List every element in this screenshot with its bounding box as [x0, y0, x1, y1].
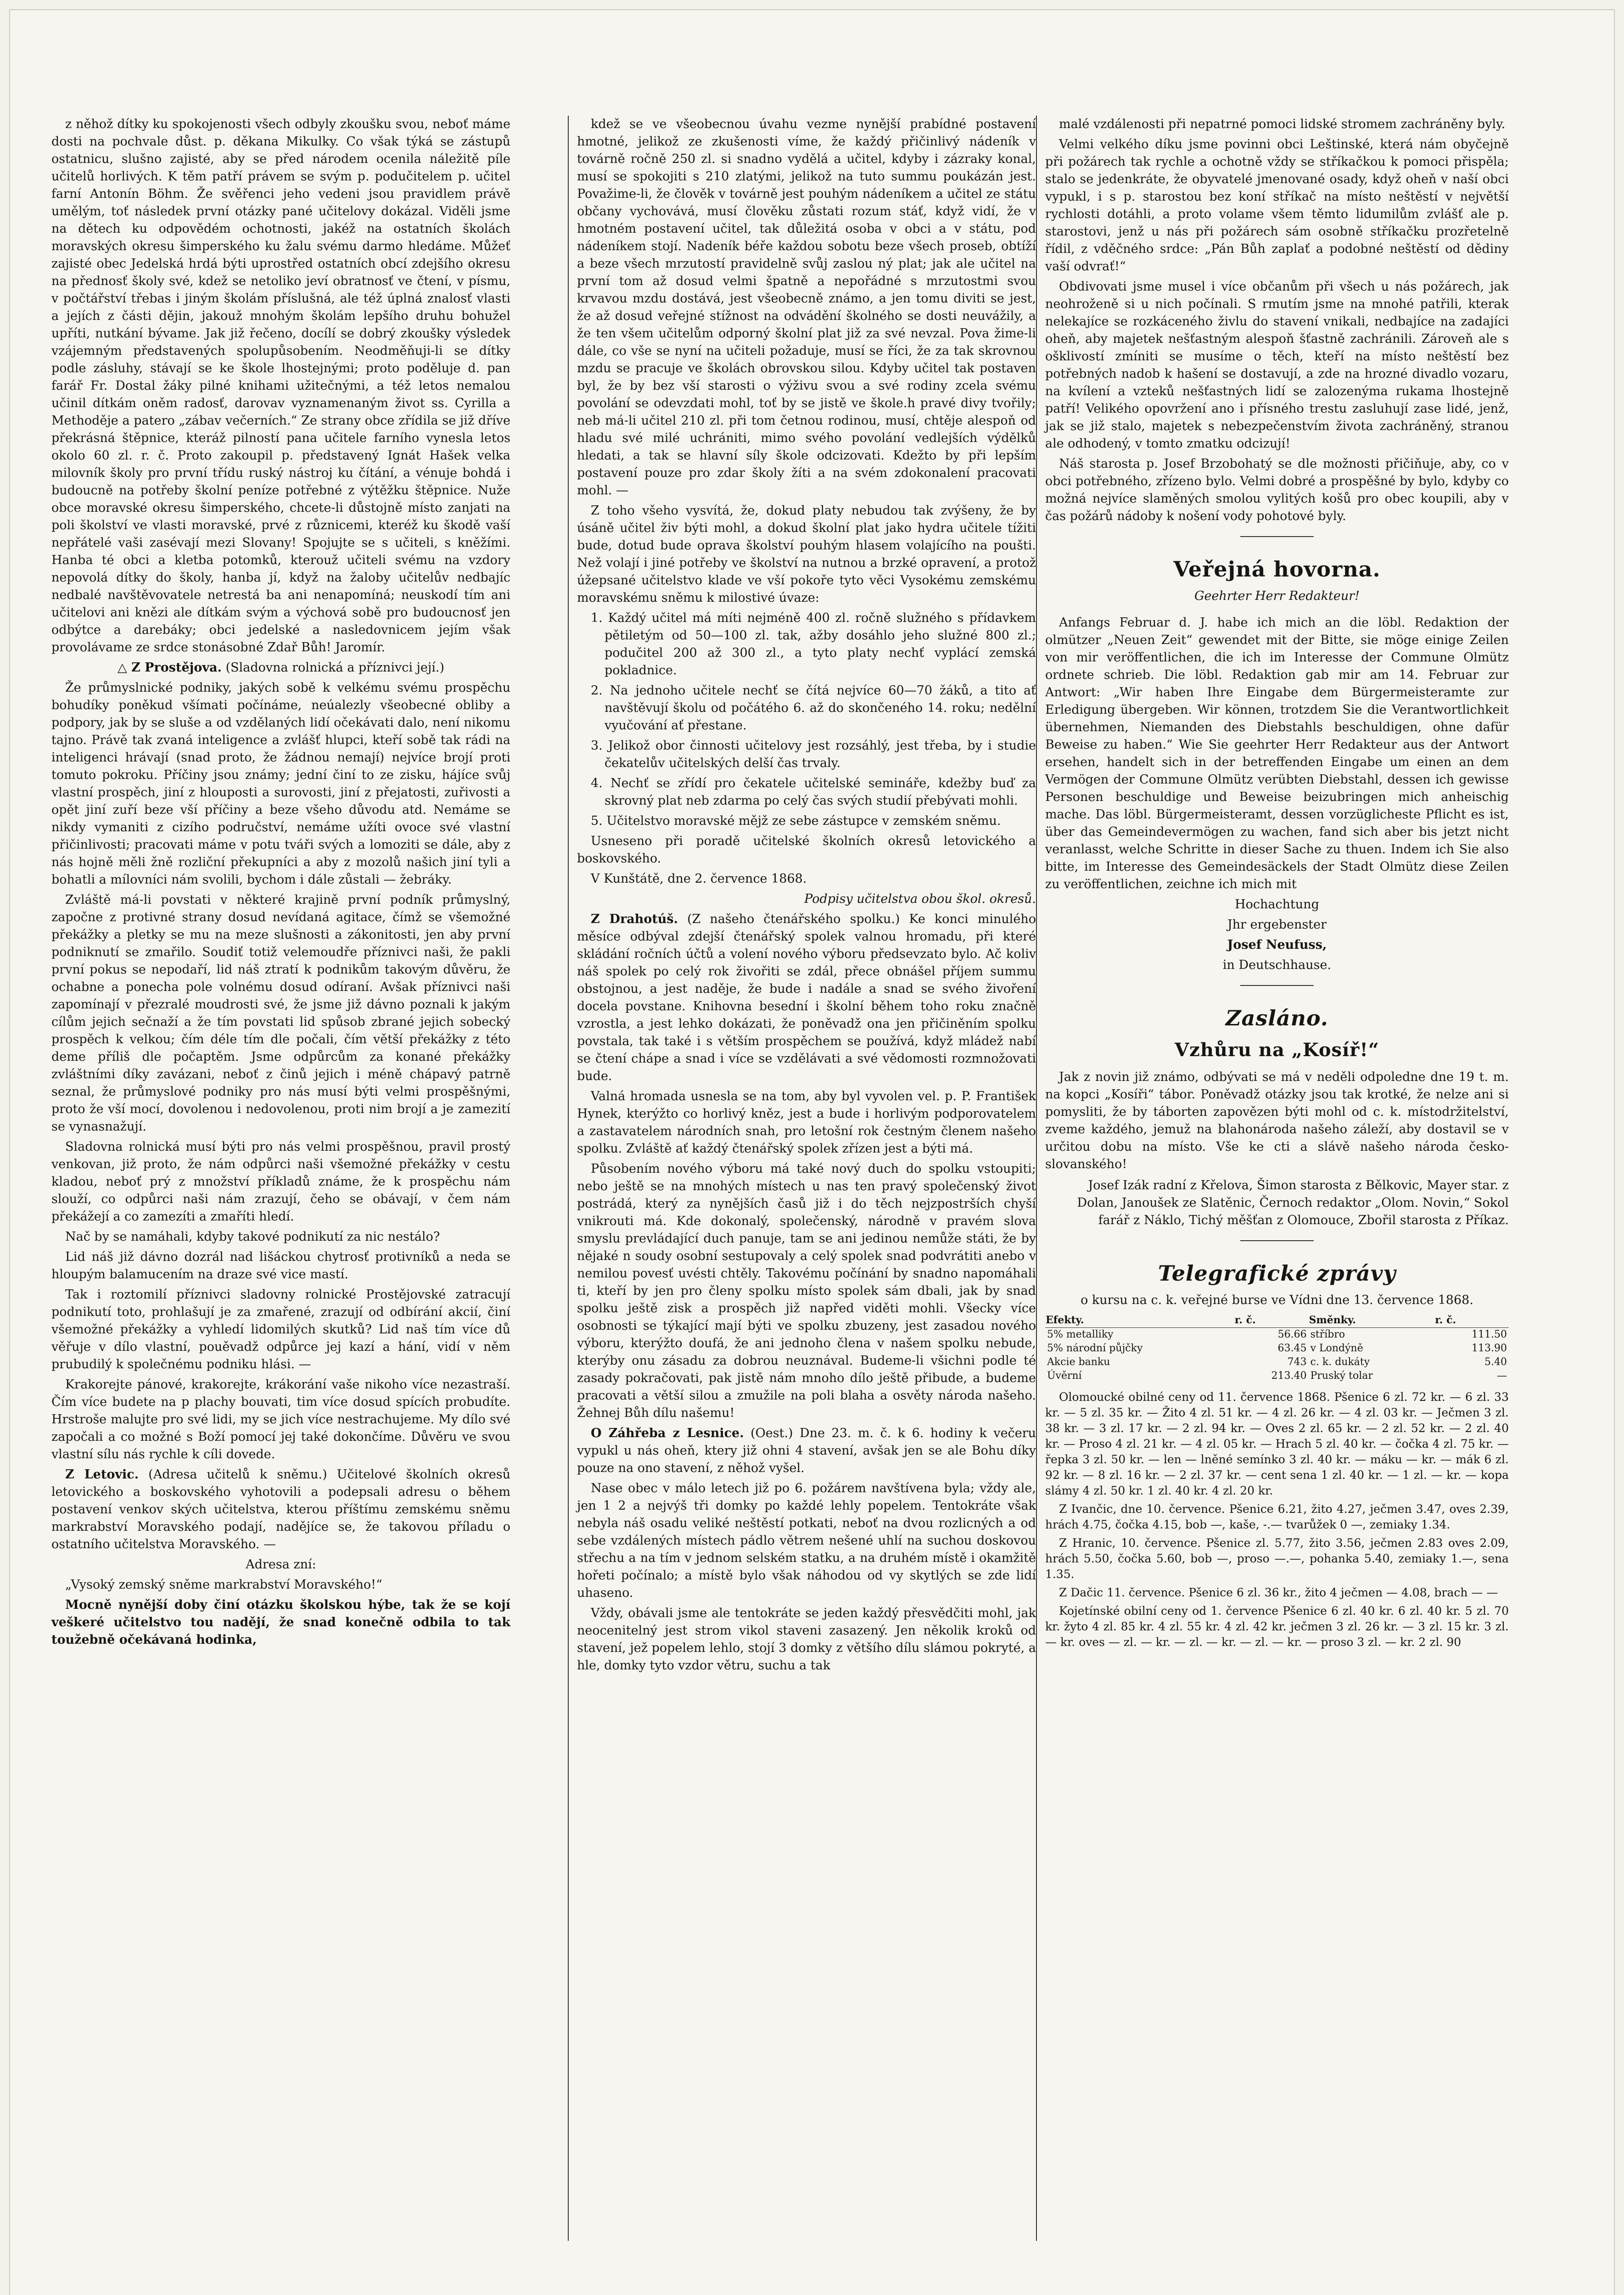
article-heading: △ Z Prostějova.	[117, 661, 222, 675]
table-row: 5% národní půjčky 63.45 v Londýně 113.90	[1047, 1343, 1507, 1354]
section-subtitle: Vzhůru na „Kosíř!“	[1175, 1039, 1379, 1061]
letter-closing: Jhr ergebenster	[1227, 918, 1327, 932]
article-paragraph: Mocně nynější doby činí otázku školskou hýbe, tak že se kojí veškeré učitelstvo tou nadějí, že snad konečně odbila to tak toužebně očekávaná hodinka,	[51, 1598, 510, 1647]
letter-signature: Josef Neufuss,	[1227, 938, 1327, 952]
column-2	[577, 116, 1036, 1677]
article-paragraph: Náš starosta p. Josef Brzobohatý se dle možnosti přičiňuje, aby, co v obci potřebného, zřízeno bylo. Velmi dobré a prospěšné by bylo, kdyby co možná nejvíce slaměných smolou vylitých košů pro obec koupili, aby v čas požárů nádoby k nošení vody pohotové byly.	[1045, 457, 1509, 523]
article-paragraph: Lid náš již dávno dozrál nad lišáckou chytrosť protivníků a neda se hloupým balamucením na draze své vice mastí.	[51, 1250, 510, 1282]
article-subheading: (Sladovna rolnická a příznivci její.)	[225, 661, 445, 675]
section-title: Zasláno.	[1226, 1006, 1328, 1030]
article-paragraph: Jak z novin již známo, odbývati se má v neděli odpoledne dne 19 t. m. na kopci „Kosíři“ tábor. Poněvadž otázky jsou tak krotké, že nelze ani si pomysliti, že by táborten zapovězen býti mohl od c. k. místodržitelství, zveme každého, jemuž na blahonároda našeho záleží, aby dostavil se v určitou dobu na místo. Vše ke cti a slávě našeho národa česko-slovanského!	[1045, 1070, 1509, 1171]
article-paragraph: Zvláště má-li povstati v některé krajině první podník průmyslný, započne z protivné strany dosud nevídaná agitace, čímž se všemožné překážky a pletky se mu na meze slušnosti a zákonitosti, jen aby první podniknutí se zmařilo. Soudiť totiž velemoudře příznivci naši, že pakli první pokus se nepodaří, lid náš ztratí k podnikům takovým důvěru, že ochabne a ponecha pole volnému dosud odíraní. Avšak příznivci naši zapomínají v přezralé moudrosti své, že jsme již dávno poznali k jakým cílům jejich sečnaží a že tím povstati lid spůsob zbrané jejich sobecký prospěch k velkou; čím déle tím dle počali, čím větší překážky z této deme příliš dle počaptěm. Jsme odpůrcům za konané překážky zvláštními díky zavázani, neboť z činů jejich i méně chápavý patrně seznal, že průmyslové podniky pro nás musí býti velmi prospěšnými, proto že vší mocí, dovolenou i nedovolenou, proti nim brojí a je zamezití se vynasnažují.	[51, 893, 510, 1134]
market-prices: Z Hranic, 10. července. Pšenice zl. 5.77, žito 3.56, ječmen 2.83 oves 2.09, hrách 5.50, čočka 5.60, bob —, proso —.—, pohanka 5.40, zemiaky 1.—, sena 1.35.	[1045, 1536, 1509, 1581]
column-3	[1045, 116, 1509, 1653]
article-heading: Z Drahotúš.	[591, 912, 678, 926]
article-paragraph: Působením nového výboru má také nový duch do spolku vstoupiti; nebo ještě se na mnohých místech u nas ten pravý společenský život postrádá, který za nynějších časů již i do těch nejzpostrších chyší vnikrouti má. Kde dokonalý, společenský, národně v pravém slova smyslu prevládající duch panuje, tam se ani jedinou nemůže státi, že by nějaké n soudy osobní sestupovaly a celý spolek snad podvrátiti anebo v nemilou povesť uvésti chtěly. Takovému počínání by snadno napomáhali ti, kteří by jen pro členy spolku místo spolek sám dbali, jak by snad spolku ještě zisk a prospěch již napřed viděti mohli. Všecky více osobnosti se týkající mají býti ve spolku zbuzeny, jest zasadou nového výboru, kterýžto doufá, že ani jednoho člena v našem spolku nebude, kterýby onu zásadu za dobrou neuznával. Budeme-li všichni podle té zasady pokračovati, pak jistě nám mnoho dílo ještě přibude, a budeme pracovati a větší silou a zmužile na poli blaha a osvěty národa našeho. Žehnej Bůh dílu našemu!	[577, 1162, 1036, 1420]
table-header: Směnky.	[1309, 1313, 1435, 1328]
list-item: 4. Nechť se zřídí pro čekatele učitelské semináře, kdežby buď za skrovný plat neb zdarma po celý čas svých studií přebývati mohli.	[591, 776, 1036, 808]
letter-closing: Hochachtung	[1235, 897, 1319, 912]
newspaper-page	[9, 9, 1615, 2295]
article-paragraph: Vždy, obávali jsme ale tentokráte se jeden každý přesvědčiti mohl, jak neocenitelný jest strom vikol staveni zasazený. Jen několik kroků od stavení, jež popelem lehlo, stojí 3 domky z většího dílu slámou pokryté, a hle, domky tyto vzdor větru, suchu a tak	[577, 1606, 1036, 1673]
list-item: 5. Učitelstvo moravské mějž ze sebe zástupce v zemském sněmu.	[591, 814, 1001, 828]
table-row: 5% metalliky 56.66 stříbro 111.50	[1047, 1329, 1507, 1340]
signature-line: Podpisy učitelstva obou škol. okresů.	[804, 892, 1036, 906]
section-subtitle: o kursu na c. k. veřejné burse ve Vídni dne 13. července 1868.	[1081, 1293, 1473, 1307]
article-paragraph: kdež se ve všeobecnou úvahu vezme nynější prabídné postavení hmotné, jelikož ze zkušenosti víme, že každý přičinlivý nádeník v továrně ročně 250 zl. si snadno vydělá a učitel, kdyby i zázraky konal, musí se spokojiti s 210 zlatými, jelikož na tuto summu poukázán jest. Považime-li, že člověk v továrně jest pouhým nádeníkem a učitel ze státu občany vychovává, musí člověku zůstati rozum stáť, když vidí, že v hmotném postavení učitel, tak důležitá osoba v obci a v státu, pod nádeníkem stojí. Nadeník béře každou sobotu beze všech proseb, obtíží a beze všech mrzutostí pravidelně svůj zaslou ný plat; jak ale učitel na první tom až dosud velmi špatně a nepořádné s mrzutostmi svou krvavou mzdu dostává, jest všeobecně známo, a jen tomu diviti se jest, že až dosud veřejné stížnost na odvádění školného se dosti neuvážily, a že ten všem učitelům odporný školní plat již za své nevzal. Pova žime-li dále, co vše se nyní na učiteli požaduje, musí se říci, že za tak skrovnou mzdu se pracuje ve školách obrovskou silou. Kdyby učitel tak postaven byl, že by bez vší starosti o výživu svou a své rodiny zcela svému povolání se odevzdati mohl, toť by se jistě ve škole.h pravé divy tvořily; neb má-li učitel 210 zl. při tom četnou rodinou, musí, chtěje alespoň od hladu své milé uchrániti, mimo svého povolání vedlejších výdělků hledati, a tak se hlavní síly škole odcizovati. Kdežto by při lepším postavení pouze pro zdar školy žíti a na svém zdokonalení pracovati mohl. —	[577, 117, 1036, 498]
letter-signature-place: in Deutschhause.	[1222, 958, 1332, 972]
article-paragraph: malé vzdálenosti při nepatrné pomoci lidské stromem zachráněny byly.	[1059, 117, 1506, 131]
article-paragraph: Z toho všeho vysvítá, že, dokud platy nebudou tak zvýšeny, že by úsáně učitel živ býti mohl, a dokud školní plat jako hydra učitele tížiti bude, dotud bude oprava školství pouhým hlasem volajícího na poušti. Než volají i jiné potřeby ve školství na nutnou a brzké opravení, a protož úžepsané učitelstvo klade ve vší pokoře tyto věci Vysokému zemskému moravskému sněmu k milostivé úvaze:	[577, 504, 1036, 605]
section-subtitle: Geehrter Herr Redakteur!	[1194, 589, 1360, 603]
market-prices: Z Dačic 11. července. Pšenice 6 zl. 36 kr., žito 4 ječmen — 4.08, brach — —	[1059, 1586, 1498, 1599]
section-divider	[1240, 1240, 1314, 1241]
article-paragraph: Usneseno při poradě učitelské školních okresů letovického a boskovského.	[577, 834, 1036, 866]
article-paragraph: Obdivovati jsme musel i více občanům při všech u nás požárech, jak neohroženě si u nich počínali. S rmutím jsme na mnohé patřili, kterak nelekajíce se rozkáceného živlu do stavení vnikali, nedbajíce na zadajíci oheň, aby majetek nešťastným alespoň šťastně zachránili. Zároveň ale s ošklivostí zmíniti se musíme o těch, kteří na místo neštěstí bez potřebných nadob k hašení se dostavují, a zde na hrozné divadlo vozaru, na kvílení a vzteků nešťastných lidí se zalozenýma rukama lhostejně patří! Velikého opovržení ano i přísného trestu zasluhují zase lidé, jenž, jak se již stalo, majetek s nebezpečenstvím života zachráněný, stranou ale odhodený, v tomto zmatku odcizují!	[1045, 280, 1509, 451]
signatories: Josef Izák radní z Křelova, Šimon starosta z Bělkovic, Mayer star. z Dolan, Janoušek ze Slatěnic, Černoch redaktor „Olom. Novin,“ Sokol farář z Náklo, Tichý měšťan z Olomouce, Zbořil starosta z Příkaz.	[1077, 1178, 1509, 1227]
article-paragraph: Nač by se namáhali, kdyby takové podnikutí za nic nestálo?	[65, 1230, 440, 1244]
article-heading: O Záhřeba z Lesnice.	[591, 1426, 744, 1440]
article-paragraph: „Vysoký zemský sněme markrabství Moravského!“	[65, 1578, 382, 1592]
article-paragraph: Že průmyslnické podniky, jakých sobě k velkému svému prospěchu bohudíky poněkud všímati počínáme, neúalezly všeobecné obliby a podpory, jak by se sluše a od vzdělaných lidí očekávati dalo, není nikomu tajno. Právě tak zvaná inteligence a zvlášť hlupci, kteří sobě tak rádi na inteligenci hrávají (snad proto, že žádnou nemají) nejvíce brojí proti tomuto pokroku. Příčiny jsou známy; jední činí to ze zisku, hájíce svůj vlastní prospěch, jiní z hlouposti a surovosti, jiní z přejatosti, zuřivosti a opět jiní zuří beze vší příčiny a beze všeho důvodu atd. Nemáme se nikdy vymaniti z cizího područství, nemáme užíti ovoce své vlastní přičinlivosti; pracovati máme v potu tváři svých a lomoziti se dále, aby z nás hojně měli žně rozliční překupníci a aby z mozolů našich jiní tyli a bohatli a mílovníci nám svolili, bychom i dále zůstali — žebráky.	[51, 681, 510, 887]
section-title: Veřejná hovorna.	[1173, 557, 1381, 582]
table-header: r. č.	[1434, 1313, 1509, 1328]
market-prices: Kojetínské obilní ceny od 1. července Pšenice 6 zl. 40 kr. 6 zl. 40 kr. 5 zl. 70 kr. žyto 4 zl. 85 kr. 4 zl. 55 kr. 4 zl. 42 kr. ječmen 3 zl. 26 kr. — 3 zl. 15 kr. 3 zl. — kr. oves — zl. — kr. — zl. — kr. — zl. — kr. — proso 3 zl. — kr. 2 zl. 90	[1045, 1604, 1509, 1649]
market-prices: Z Ivančic, dne 10. července. Pšenice 6.21, žito 4.27, ječmen 3.47, oves 2.39, hrách 4.75, čočka 4.15, bob —, kaše, -.— tvarůžek 0 —, zemiaky 1.34.	[1045, 1502, 1509, 1531]
article-paragraph: Adresa zní:	[246, 1557, 316, 1572]
article-paragraph: (Adresa učitelů k sněmu.) Učitelové školních okresů letovického a boskovského vyhotovili a podepsali adresu o během postavení venkov ských učitelstva, kterou příštímu zemskému sněmu markrabství Moravského podají, nadějíce se, že takovou příladu o ostatního učitelstva Moravského. —	[51, 1467, 510, 1551]
article-paragraph: Valná hromada usnesla se na tom, aby byl vyvolen vel. p. P. František Hynek, kterýžto co horlivý kněz, jest a bude i horlivým podporovatelem a zastavatelem národních snah, pro letošní rok čestným členem našeho spolku. Zvláště ať každý čtenářský spolek zřízen jest a býti má.	[577, 1089, 1036, 1156]
table-header: r. č.	[1234, 1313, 1309, 1328]
article-paragraph: (Oest.) Dne 23. m. č. k 6. hodiny k večeru vypukl u nás oheň, ktery již ohni 4 stavení, avšak jen se ale Bohu díky pouze na ono stavení, z něhož vyšel.	[577, 1426, 1036, 1475]
table-header: Efekty.	[1045, 1313, 1234, 1328]
column-divider	[1036, 116, 1037, 2241]
article-paragraph: Sladovna rolnická musí býti pro nás velmi prospěšnou, pravil prostý venkovan, již proto, že nám odpůrci naši všemožné překážky v cestu kladou, neboť prý z množství příkladů známe, že k prospěchu nám slouží, co odpůrci naši nám zrazují, čeho se obávají, v čem nám překážejí a co zamezíti a zmaříti hledí.	[51, 1140, 510, 1224]
column-divider	[568, 116, 569, 2241]
list-item: 3. Jelikož obor činnosti učitelovy jest rozsáhlý, jest třeba, by i studie čekatelův učitelských delší čas trvaly.	[591, 739, 1036, 770]
section-title: Telegrafické zprávy	[1158, 1261, 1396, 1286]
section-divider	[1240, 536, 1314, 537]
article-paragraph: Nase obec v málo letech již po 6. požárem navštívena byla; vždy ale, jen 1 2 a nejvýš tři domky po každé lehly popelem. Tentokráte však nebyla náš osadu veliké neštěstí potkati, neboť na dvou rozlicných a od sebe vzdálených místech pádlo větrem nešené uhlí na suchou doskovou střechu a na tím v jednom selském statku, a na druhém místě i okamžitě hořeti počínalo; a místě bylo však náhodou od vy skytlých se zde lidí uhaseno.	[577, 1481, 1036, 1600]
letter-paragraph: Anfangs Februar d. J. habe ich mich an die löbl. Redaktion der olmützer „Neuen Zeit“ gewendet mit der Bitte, sie möge einige Zeilen von mir veröffentlichen, die ich im Interesse der Commune Olmütz ordnete schrieb. Die löbl. Redaktion gab mir am 14. Februar zur Antwort: „Wir haben Ihre Eingabe dem Bürgermeisteramte zur Erledigung übergeben. Wir können, trotzdem Sie die Verantwortlichkeit übernehmen, Niemanden des Diebstahls beschuldigen, ohne dafür Beweise zu haben.“ Wie Sie geehrter Herr Redakteur aus der Antwort ersehen, handelt sich in der betreffenden Eingabe um einen an dem Vermögen der Commune Olmütz verübten Diebstahl, dessen ich gewisse Personen beschuldige und Beweise beizubringen mich anheischig mache. Das löbl. Bürgermeisteramt, dessen vorzüglicheste Pflicht es ist, über das Gemeindevermögen zu wachen, fand sich aber bis jetzt nicht veranlasst, welche Schritte in dieser Sache zu thuen. Indem ich Sie also bitte, im Interesse des Gemeindesäckels der Stadt Olmütz diese Zeilen zu veröffentlichen, zeichne ich mich mit	[1045, 616, 1509, 891]
article-paragraph: V Kunštátě, dne 2. července 1868.	[591, 872, 807, 886]
list-item: 1. Každý učitel má míti nejméně 400 zl. ročně služného s přídavkem pětiletým od 50—100 zl. tak, ažby dosáhlo jeho služné 800 zl.; podučitel 200 až 300 zl., a tyto platy nechť vyplácí zemská pokladnice.	[591, 611, 1036, 677]
table-row: Akcie banku 743 c. k. dukáty 5.40	[1047, 1356, 1507, 1368]
exchange-rates-table	[1045, 1313, 1509, 1383]
article-paragraph: Tak i roztomilí příznivci sladovny rolnické Prostějovské zatracují podnikutí toto, prohlašují je za zmařené, zrazují od odbírání akcií, činí všemožné překážky a vyhledí lidomilých skutků? Lid naš tím více dů věřuje v dílo vlastní, pouěvadž odpůrce jej kazí a hání, vidí v něm prubudilý k společnému podniku hlási. —	[51, 1287, 510, 1371]
article-paragraph: z něhož dítky ku spokojenosti všech odbyly zkoušku svou, neboť máme dosti na pochvale důst. p. děkana Mikulky. Co však týká se zástupů ostatnicu, slušno zajisté, aby se před národem ocenila náležitě píle učitelů horlivých. K těm patří právem se svým p. podučitelem p. učitel farní Antonín Böhm. Že svěřenci jeho vedeni jsou pravidlem právě umělým, toť následek první otázky pané učitelovy dokázal. Viděli jsme na dětech ku odpovědém ochotnosti, jakéž na ostatních školách moravských okresu šimperského ku žalu svému darmo hledáme. Můžeť zajisté obec Jedelská hrdá býti uprostřed ostatních obcí zdejšího okresu na přednosť školy své, kdež se netoliko jeví obratnosť ve čtení, v písmu, v počtářství třebas i jiným školám příslušná, ale též úplná znalosť vlasti a jejích z části dějin, jakouž mnohým školám lepšího druhu bohužel upříti, nutkání bývame. Jak již řečeno, docílí se dobrý zkoušky výsledek vzájemným představených spolupůsobením. Neodměňuji-li se dítky podle zásluhy, stávají se ke škole lhostejnými; proto poděluje d. pan farář Fr. Dostal žáky pilné knihami užitečnými, a též letos nemalou učinil dítkám oněm radosť, darovav vyznamenaným život ss. Cyrilla a Methoděje a patero „zábav večerních.“ Ze strany obce zřídila se již dříve překrásná štěpnice, kteráž pilností pana učitele farního vynesla letos okolo 60 zl. r. č. Proto zakoupil p. představený Ignát Hašek velka milovník školy pro první třídu ruský nástroj ku čítání, a vénuje bohdá i budoucně na potřeby školní peníze potřebné z výtěžku štěpnice. Nuže obce moravské okresu šimperského, chcete-li důstojně místo zanjati na poli školství ve vlasti moravské, prvé z různicemi, kteréž ku škodě vaší nepřátelé vaši zasévají mezi Slovany! Spojujte se s učiteli, s kněžími. Hanba té obci a kletba potomků, kterouž učiteli svému na vzdory nepovolá dítky do školy, hanba jí, když na žaloby učitelův nedbajíc nedbalé navštěvovatele netrestá ba ani nenapomíná; neuskodí tím ani učitelovi ani knězi ale dítkám svým a výchová sobě pro budoucnosť jen odbýtce a darebáky; obci jedelské a nasledovnicem jejím však provolávame ze srdce stonásobné Zdař Bůh! Jaromír.	[51, 117, 510, 655]
table-row: Úvěrní 213.40 Pruský tolar —	[1047, 1370, 1507, 1382]
article-paragraph: Velmi velkého díku jsme povinni obci Leštinské, která nám obyčejně při požárech tak rychle a ochotně vždy se stříkačkou k pomoci přispěla; stalo se jedenkráte, že obyvatelé jmenované osady, když oheň v naší obci vypukl, i s p. starostou bez koní stříkač na místo neštěstí v největší rychlosti dotáhli, a proto volame všem těmto lidumilům zvlášť ale p. starostovi, jenž u nás při požárech sám osobně stříkačku prozřetelně řídil, z vděčného srdce: „Pán Bůh zaplať a podobné neštěstí od dědiny vaší odvrať!“	[1045, 137, 1509, 274]
section-divider	[1240, 985, 1314, 986]
article-heading: Z Letovic.	[65, 1467, 139, 1482]
article-paragraph: Krakorejte pánové, krakorejte, krákorání vaše nikoho více nezastraší. Čím více budete na p plachy bouvati, tim více dosud spících probudíte. Hrstroše malujte pro své lidi, my se jich více nestrachujeme. My dílo své započali a co možné s Boží pomocí jej také dokončíme. Důvěru ve svou vlastní sílu nás rychle k cíli dovede.	[51, 1377, 510, 1461]
column-1	[51, 116, 510, 1651]
market-prices: Olomoucké obilné ceny od 11. července 1868. Pšenice 6 zl. 72 kr. — 6 zl. 33 kr. — 5 zl. 35 kr. — Žito 4 zl. 51 kr. — 4 zl. 26 kr. — 4 zl. 03 kr. — Ječmen 3 zl. 38 kr. — 3 zl. 17 kr. — 2 zl. 94 kr. — Oves 2 zl. 65 kr. — 2 zl. 52 kr. — 2 zl. 40 kr. — Proso 4 zl. 21 kr. — 4 zl. 05 kr. — Hrach 5 zl. 40 kr. — čočka 4 zl. 75 kr. — řepka 3 zl. 50 kr. — len — lněné semínko 3 zl. 40 kr. — máku — kr. — mák 6 zl. 92 kr. — 8 zl. 16 kr. — 2 zl. 37 kr. — cent sena 1 zl. 40 kr. — 1 zl. — kr. — kopa slámy 4 zl. 50 kr. 1 zl. 40 kr. 4 zl. 20 kr.	[1045, 1390, 1509, 1497]
list-item: 2. Na jednoho učitele nechť se čítá nejvíce 60—70 žáků, a tito ať navštěvují školu od počátého 6. až do skončeného 14. roku; nedělní vyučování ať přestane.	[591, 683, 1036, 733]
article-paragraph: (Z našeho čtenářského spolku.) Ke konci minulého měsíce odbýval zdejší čtenářský spolek valnou hromadu, při které skládání ročních účtů a volení nového výboru předsevzato bylo. Ač koliv náš spolek po celý rok živořiti se zdál, přece obnášel příjem summu obstojnou, a jest naděje, že bude i nadále a snad se svého živoření docela povstane. Knihovna besední i školní během toho roku značně vzrostla, a jest lehko dokázati, že poněvadž ona jen přičiněním spolku povstala, tak také i s větším prospěchem se používá, když mládež nabí se čtení chápe a snad i více se vzdělávati a své vědomosti rozmnožovati bude.	[577, 912, 1036, 1083]
